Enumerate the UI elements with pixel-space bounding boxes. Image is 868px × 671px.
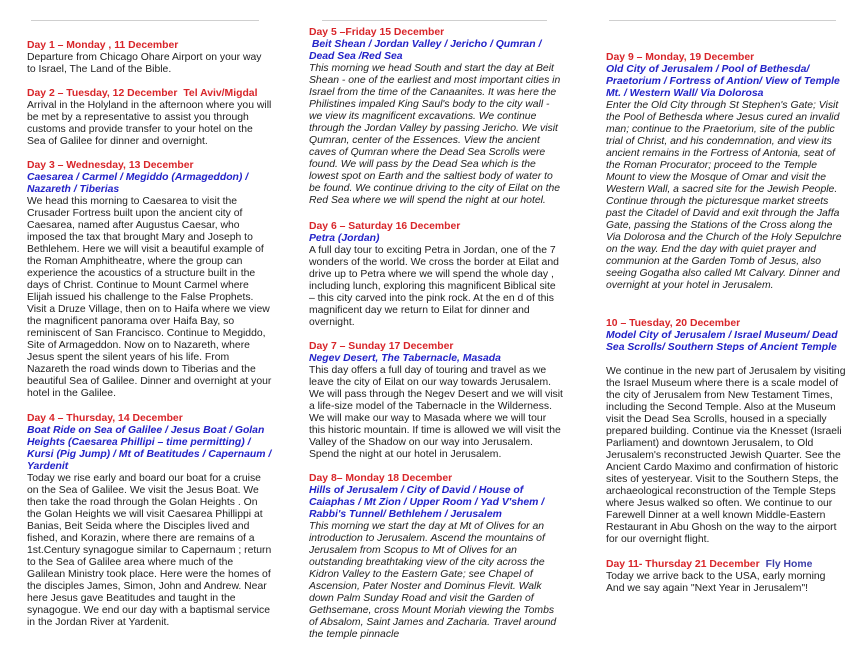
day-destinations: Old City of Jerusalem / Pool of Bethesda/ Praetorium / Fortress of Antion/ View of Temple Mt. / Western Wall/ Via Dolorosa xyxy=(606,64,840,99)
day-description: Arrival in the Holyland in the afternoon where you will be met by a representative to assist you through customs and provide transfer to your hotel on the Sea of Galilee for dinner and overnight. xyxy=(27,100,272,147)
day-heading: Day 7 – Sunday 17 December xyxy=(309,341,454,352)
day-3-section xyxy=(27,160,272,400)
day-heading: Day 3 – Wednesday, 13 December xyxy=(27,160,194,171)
day-heading: Day 1 – Monday , 11 December xyxy=(27,40,179,51)
day-heading xyxy=(27,88,272,100)
day-heading-text: Day 11- Thursday 21 December xyxy=(606,559,760,570)
day-destinations: Hills of Jerusalem / City of David / House of Caiaphas / Mt Zion / Upper Room / Yad V'shem / Rabbi's Tunnel/ Bethlehem / Jerusalem xyxy=(309,485,545,520)
day-description: We head this morning to Caesarea to visit the Crusader Fortress built upon the ancient city of Caesarea, named after Augustus Caesar, who imposed the tax that brought Mary and Joseph to Bethlehem. Here we will visit a beautiful example of the Roman Amphitheatre, where the group can experience the acoustics of a structure built in the days of Christ. Continue to Mount Carmel where Elijah issued his challenge to the False Prophets. Visit a Druze Village, then on to Haifa where we view the magnificent panorama over Haifa Bay, so reminiscent of San Francisco. Continue to Megiddo, Site of Armageddon. Now on to Nazareth, where Jesus spent the silent years of his life. From Nazareth the road winds down to Tiberias and the beautiful Sea of Galilee. Dinner and overnight at your hotel in the Galilee. xyxy=(27,196,272,399)
day-heading xyxy=(606,559,848,571)
day-description: Today we rise early and board our boat for a cruise on the Sea of Galilee. We visit the Jesus Boat. We then take the road through the Golan Heights . On the Golan Heights we will visit Caesarea Phillippi at Banias, Beit Seida where the Disciples lived and fished, and Korazin, where there are remains of a 1st.Century synagogue similar to Capernaum ; return to the Sea of Galilee area where much of the Galilean Ministry took place. Here were the homes of the disciples James, Simon, John and Andrew. Near here Jesus gave Beatitudes and taught in the synagogue. We end our day with a baptismal service in the Jordan River at Yardenit. xyxy=(27,473,272,628)
day-description: A full day tour to exciting Petra in Jordan, one of the 7 wonders of the world. We cross the border at Eilat and drive up to Petra where we will spend the whole day , including lunch, exploring this magnificent Biblical site – this city carved into the pink rock. At the en d of this magnificent day we return to Eilat for dinner and overnight. xyxy=(309,245,559,328)
day-destinations: Petra (Jordan) xyxy=(309,233,380,244)
day-description: Enter the Old City through St Stephen's Gate; Visit the Pool of Bethesda where Jesus cured an invalid man; continue to the Praetorium, site of the public trial of Christ, and his condemnation, and view its ancient remains in the Fortress of Antonia, seat of the Roman Procurator; proceed to the Temple Mount to view the Mosque of Omar and visit the Western Wall, a sacred site for the Jewish People. Continue through the picturesque market streets past the Citadel of David and exit through the Jaffa Gate, passing the Stations of the Cross along the Via Dolorosa and the Church of the Holy Sepulchre on the way. End the day with quiet prayer and communion at the Garden Tomb of Jesus, also seeing Gogatha also called Mt Calvary. Dinner and overnight at your hotel in Jerusalem. xyxy=(606,100,842,291)
day-heading-location: Tel Aviv/Migdal xyxy=(183,88,258,99)
day-destinations: Caesarea / Carmel / Megiddo (Armageddon) / Nazareth / Tiberias xyxy=(27,172,249,195)
day-6-section xyxy=(309,221,564,329)
day-heading: Day 8– Monday 18 December xyxy=(309,473,453,484)
day-destinations: Boat Ride on Sea of Galilee / Jesus Boat / Golan Heights (Caesarea Phillipi – time permitting) / Kursi (Pig Jump) / Mt of Beatitudes / Capernaum / Yardenit xyxy=(27,425,272,472)
day-description: This morning we head South and start the day at Beit Shean - one of the earliest and most important cities in Israel from the time of the Canaanites. It was here the Philistines impaled King Saul's body to the city wall - we view its magnificent excavations. We continue through the Jordan Valley by passing Jericho. We visit Qumran, center of the Essences. View the ancient caves of Qumran where the Dead Sea Scrolls were found. We will pass by the Dead Sea which is the lowest spot on Earth and the saltiest body of water to be found. We continue driving to the city of Eilat on the Red Sea where we will spend the night at our hotel. xyxy=(309,63,561,206)
day-2-section xyxy=(27,88,272,148)
day-heading: Day 9 – Monday, 19 December xyxy=(606,52,755,63)
day-heading: Day 5 –Friday 15 December xyxy=(309,27,445,38)
day-description: This morning we start the day at Mt of Olives for an introduction to Jerusalem. Ascend the mountains of Jerusalem from Scopus to Mt of Olives for an outstanding breathtaking view of the city across the Kidron Valley to the Eastern Gate; see Chapel of Ascension, Pater Noster and Dominus Flevit. Walk down Palm Sunday Road and visit the Garden of Gethsemane, cross Mount Moriah viewing the Tombs of Absalom, Saint James and Zacharia. Travel around the temple pinnacle xyxy=(309,521,557,640)
day-description: This day offers a full day of touring and travel as we leave the city of Eilat on our way towards Jerusalem. We will pass through the Negev Desert and we will visit a life-size model of the Tabernacle in the Wilderness. We will make our way to Masada where we will tour this historic mountain. If time is allowed we will visit the Valley of the Shadow on our way into Jerusalem. Spend the night at our hotel in Jerusalem. xyxy=(309,365,563,460)
day-destinations: Model City of Jerusalem / Israel Museum/ Dead Sea Scrolls/ Southern Steps of Ancient Temple xyxy=(606,330,838,353)
day-heading-text: Day 2 – Tuesday, 12 December xyxy=(27,88,178,99)
day-8-section xyxy=(309,473,564,641)
day-description-line: And we say again "Next Year in Jerusalem"! xyxy=(606,583,809,594)
day-4-section xyxy=(27,413,272,629)
fly-home-label: Fly Home xyxy=(765,559,813,570)
day-7-section xyxy=(309,341,564,461)
day-10-section xyxy=(606,318,848,546)
top-divider xyxy=(609,20,836,21)
day-11-section xyxy=(606,559,848,595)
day-destinations: Negev Desert, The Tabernacle, Masada xyxy=(309,353,501,364)
day-heading: 10 – Tuesday, 20 December xyxy=(606,318,741,329)
top-divider xyxy=(31,20,259,21)
day-destinations: Beit Shean / Jordan Valley / Jericho / Qumran / Dead Sea /Red Sea xyxy=(309,39,545,62)
day-5-section xyxy=(309,27,564,207)
day-heading: Day 6 – Saturday 16 December xyxy=(309,221,461,232)
day-description: Departure from Chicago Ohare Airport on your way to Israel, The Land of the Bible. xyxy=(27,52,262,75)
day-1-section xyxy=(27,40,272,76)
day-heading: Day 4 – Thursday, 14 December xyxy=(27,413,183,424)
day-9-section xyxy=(606,52,848,292)
day-description-line: Today we arrive back to the USA, early morning xyxy=(606,571,826,582)
top-divider xyxy=(322,20,547,21)
day-description: We continue in the new part of Jerusalem by visiting the Israel Museum where there is a scale model of the city of Jerusalem from New Testament Times, including the Second Temple. Also at the Museum visit the Dead Sea Scrolls, housed in a specially prepared building. Continue via the Knesset (Israeli Parliament) and downtown Jerusalem, to Old Jerusalem's reconstructed Jewish Quarter. See the Ancient Cardo Maximo and confirmation of historic sites of yesteryear. Visit to the Southern Steps, the archaeological reconstruction of the Temple Steps where Jesus walked so often. We continue to our Farewell Dinner at a well known Middle-Eastern Restaurant in Abu Ghosh on the way to the airport for our overnight flight. xyxy=(606,366,846,545)
